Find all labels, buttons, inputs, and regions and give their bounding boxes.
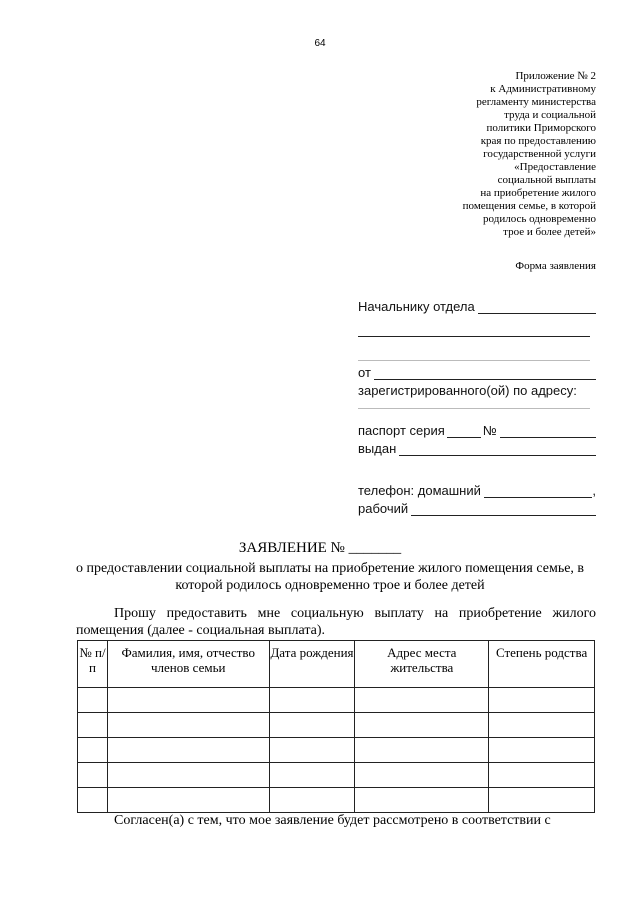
table-row bbox=[78, 688, 595, 713]
address-field[interactable] bbox=[358, 408, 590, 409]
appendix-line: «Предоставление bbox=[514, 161, 596, 173]
phone-work-field[interactable] bbox=[411, 503, 596, 516]
table-cell[interactable] bbox=[489, 763, 595, 788]
table-cell[interactable] bbox=[269, 713, 355, 738]
table-cell[interactable] bbox=[489, 688, 595, 713]
phone-home-suffix: , bbox=[592, 483, 596, 498]
issued-label: выдан bbox=[358, 441, 397, 456]
table-cell[interactable] bbox=[78, 763, 108, 788]
table-header-row bbox=[78, 641, 595, 688]
table-cell[interactable] bbox=[489, 713, 595, 738]
request-paragraph: Прошу предоставить мне социальную выплату на приобретение жилого помещения (далее - социальная выплата). bbox=[76, 606, 596, 638]
table-cell[interactable] bbox=[489, 788, 595, 813]
table-cell[interactable] bbox=[78, 688, 108, 713]
phone-home-label: телефон: домашний bbox=[358, 483, 481, 498]
passport-number-field[interactable] bbox=[500, 425, 596, 438]
table-row bbox=[78, 763, 595, 788]
appendix-line: на приобретение жилого bbox=[480, 187, 596, 199]
appendix-line: к Административному bbox=[490, 83, 596, 95]
column-header-number: № п/п bbox=[78, 641, 108, 688]
appendix-line: помещения семье, в которой bbox=[462, 200, 596, 212]
issued-row bbox=[358, 438, 596, 456]
passport-series-field[interactable] bbox=[447, 425, 481, 438]
department-head-row bbox=[358, 296, 596, 314]
table-row bbox=[78, 788, 595, 813]
table-cell[interactable] bbox=[355, 788, 489, 813]
appendix-block bbox=[376, 70, 596, 239]
appendix-line: труда и социальной bbox=[504, 109, 596, 121]
department-field[interactable] bbox=[478, 301, 596, 314]
column-header-relationship: Степень родства bbox=[489, 641, 595, 688]
registered-row bbox=[358, 380, 596, 398]
appendix-line: края по предоставлению bbox=[480, 135, 596, 147]
consent-paragraph: Согласен(а) с тем, что мое заявление будет рассмотрено в соответствии с bbox=[114, 813, 551, 828]
passport-label: паспорт серия bbox=[358, 423, 445, 438]
number-sign: № bbox=[482, 423, 497, 438]
table-cell[interactable] bbox=[269, 763, 355, 788]
appendix-line: регламенту министерства bbox=[476, 96, 596, 108]
family-members-table bbox=[77, 640, 595, 813]
table-cell[interactable] bbox=[78, 788, 108, 813]
phone-home-field[interactable] bbox=[484, 485, 593, 498]
table-cell[interactable] bbox=[107, 788, 269, 813]
table-cell[interactable] bbox=[489, 738, 595, 763]
table-cell[interactable] bbox=[107, 713, 269, 738]
table-cell[interactable] bbox=[78, 738, 108, 763]
table-cell[interactable] bbox=[78, 713, 108, 738]
table-cell[interactable] bbox=[269, 738, 355, 763]
applicant-name-field[interactable] bbox=[374, 367, 596, 380]
passport-row bbox=[358, 420, 596, 438]
department-field-line[interactable] bbox=[358, 336, 590, 337]
appendix-line: Приложение № 2 bbox=[515, 70, 596, 82]
table-cell[interactable] bbox=[107, 688, 269, 713]
issued-by-field[interactable] bbox=[399, 443, 596, 456]
table-cell[interactable] bbox=[269, 688, 355, 713]
from-row bbox=[358, 362, 596, 380]
document-subtitle: о предоставлении социальной выплаты на приобретение жилого помещения семье, в которой родилось одновременно трое и более детей bbox=[75, 561, 585, 593]
form-kind-label: Форма заявления bbox=[515, 260, 596, 272]
appendix-line: государственной услуги bbox=[483, 148, 596, 160]
page-number: 64 bbox=[314, 38, 326, 49]
table-row bbox=[78, 738, 595, 763]
table-cell[interactable] bbox=[355, 713, 489, 738]
department-head-label: Начальнику отдела bbox=[358, 299, 475, 314]
appendix-line: политики Приморского bbox=[486, 122, 596, 134]
document-title: ЗАЯВЛЕНИЕ № _______ bbox=[238, 540, 402, 556]
table-cell[interactable] bbox=[107, 738, 269, 763]
appendix-line: родилось одновременно bbox=[483, 213, 596, 225]
column-header-birth-date: Дата рождения bbox=[269, 641, 355, 688]
from-label: от bbox=[358, 365, 371, 380]
table-row bbox=[78, 713, 595, 738]
table-cell[interactable] bbox=[355, 688, 489, 713]
appendix-line: трое и более детей» bbox=[503, 226, 596, 238]
table-cell[interactable] bbox=[355, 738, 489, 763]
table-cell[interactable] bbox=[107, 763, 269, 788]
appendix-line: социальной выплаты bbox=[497, 174, 596, 186]
column-header-full-name: Фамилия, имя, отчество членов семьи bbox=[107, 641, 269, 688]
registered-label: зарегистрированного(ой) по адресу: bbox=[358, 383, 577, 398]
blank-line[interactable] bbox=[358, 360, 590, 361]
table-cell[interactable] bbox=[269, 788, 355, 813]
table-cell[interactable] bbox=[355, 763, 489, 788]
phone-work-label: рабочий bbox=[358, 501, 409, 516]
phone-work-row bbox=[358, 498, 596, 516]
column-header-address: Адрес места жительства bbox=[355, 641, 489, 688]
phone-home-row bbox=[358, 480, 596, 498]
